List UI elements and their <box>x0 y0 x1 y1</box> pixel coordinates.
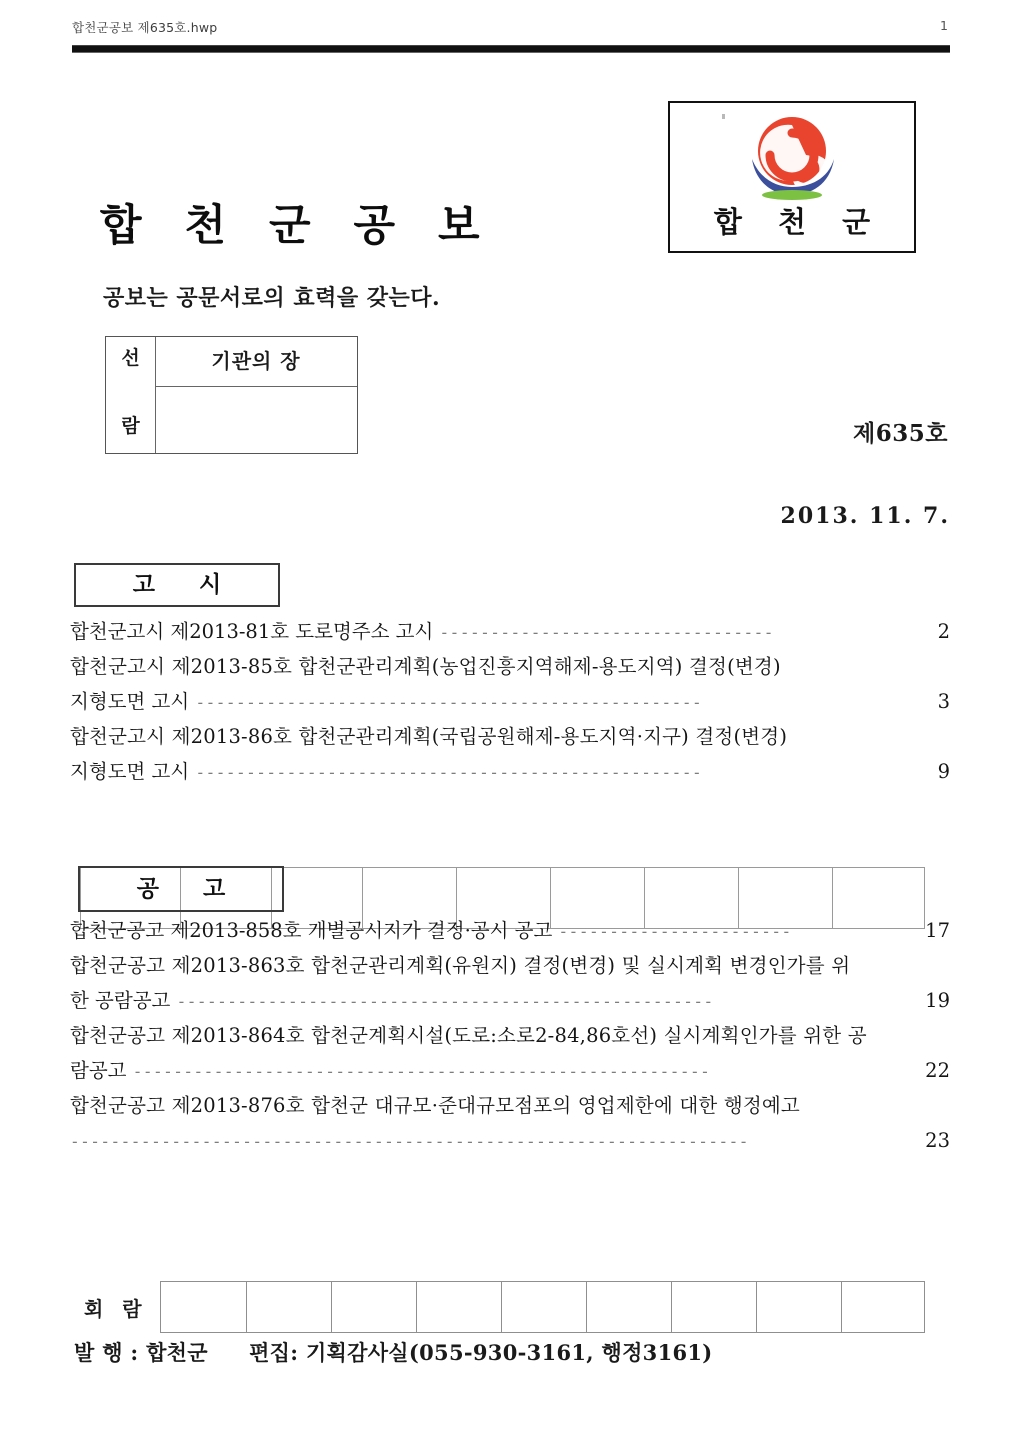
toc-entry-title-line2: 람공고 <box>70 1059 127 1082</box>
toc-entry-page: 23 <box>925 1129 950 1152</box>
toc-entry[interactable] <box>70 948 950 983</box>
toc-entry-continuation[interactable] <box>70 754 950 789</box>
toc-entry[interactable] <box>70 614 950 649</box>
section-header-gonggo: 공 고 <box>78 866 284 912</box>
toc-entry-title: 합천군공고 제2013-858호 개별공시지가 결정·공시 공고 <box>70 919 553 942</box>
seollam-header-cell: 기관의 장 <box>211 349 301 373</box>
toc-entry-title: 합천군공고 제2013-876호 합천군 대규모·준대규모점포의 영업제한에 대한 행정예고 <box>70 1094 800 1117</box>
issue-date: 2013. 11. 7. <box>780 503 950 529</box>
toc-entry-title: 합천군고시 제2013-86호 합천군관리계획(국립공원해제-용도지역·지구) 결정(변경) <box>70 725 788 748</box>
toc-entry[interactable] <box>70 1088 950 1123</box>
editor-label: 편집: <box>249 1340 299 1365</box>
toc-entry-title-line2: 한 공람공고 <box>70 989 171 1012</box>
page-title: 합 천 군 공 보 <box>100 201 494 251</box>
toc-leader-dots: ----------------------- <box>558 922 792 941</box>
toc-entry-title-line2: 지형도면 고시 <box>70 690 190 713</box>
toc-entry[interactable] <box>70 719 950 754</box>
toc-entry-continuation[interactable] <box>70 983 950 1018</box>
masthead-tagline: 공보는 공문서로의 효력을 갖는다. <box>103 285 441 311</box>
toc-leader-dots: -------------------------------------------------- <box>195 763 703 782</box>
toc-entry-page: 2 <box>937 620 950 643</box>
toc-entry-title: 합천군고시 제2013-85호 합천군관리계획(농업진흥지역해제-용도지역) 결정(변경) <box>70 655 781 678</box>
toc-entry-title: 합천군공고 제2013-864호 합천군계획시설(도로:소로2-84,86호선) 실시계획인가를 위한 공 <box>70 1024 867 1047</box>
toc-leader-dots: --------------------------------------------------------- <box>132 1062 711 1081</box>
publisher-label: 발 행 : <box>74 1340 139 1365</box>
seollam-table <box>105 336 358 454</box>
seollam-horizontal-divider <box>155 386 357 387</box>
toc-leader-dots: -------------------------------------------------- <box>195 693 703 712</box>
seollam-label-top: 선 <box>121 347 140 369</box>
hoeram-label: 회 람 <box>84 1297 148 1321</box>
issue-number: 제635호 <box>853 420 948 447</box>
scanned-filename: 합천군공보 제635호.hwp <box>72 20 218 35</box>
toc-list-gosi <box>70 614 950 789</box>
toc-list-gonggo <box>70 913 950 1158</box>
section-header-gosi: 고 시 <box>74 563 280 607</box>
toc-entry-page: 9 <box>937 760 950 783</box>
toc-entry[interactable] <box>70 649 950 684</box>
toc-entry-page: 19 <box>925 989 950 1012</box>
stray-mark <box>722 114 725 119</box>
scan-page-number: 1 <box>940 18 948 33</box>
emblem-label: 합 천 군 <box>713 205 884 239</box>
toc-entry[interactable] <box>70 1018 950 1053</box>
editor-office: 기획감사실(055-930-3161, 행정3161) <box>305 1340 713 1365</box>
toc-entry-title: 합천군고시 제2013-81호 도로명주소 고시 <box>70 620 434 643</box>
toc-entry-continuation[interactable] <box>70 1053 950 1088</box>
publisher-name: 합천군 <box>146 1340 208 1365</box>
toc-entry-page: 3 <box>937 690 950 713</box>
toc-entry-title-line2: 지형도면 고시 <box>70 760 190 783</box>
toc-leader-dots: ----------------------------------------------------- <box>176 992 714 1011</box>
toc-entry-page: 22 <box>925 1059 950 1082</box>
toc-leader-dots: ------------------------------------------------------------------- <box>70 1132 749 1151</box>
hapcheon-county-emblem-icon <box>740 111 844 203</box>
toc-entry-continuation[interactable] <box>70 1123 950 1158</box>
toc-entry-title: 합천군공고 제2013-863호 합천군관리계획(유원지) 결정(변경) 및 실시계획 변경인가를 위 <box>70 954 851 977</box>
publication-info <box>74 1337 713 1367</box>
seollam-label-bottom: 람 <box>121 415 140 437</box>
county-emblem-box <box>668 101 916 253</box>
toc-entry-continuation[interactable] <box>70 684 950 719</box>
toc-leader-dots: --------------------------------- <box>439 623 774 642</box>
toc-entry-page: 17 <box>925 919 950 942</box>
header-rule <box>72 45 950 53</box>
toc-entry[interactable] <box>70 913 950 948</box>
hoeram-table <box>160 1281 925 1333</box>
